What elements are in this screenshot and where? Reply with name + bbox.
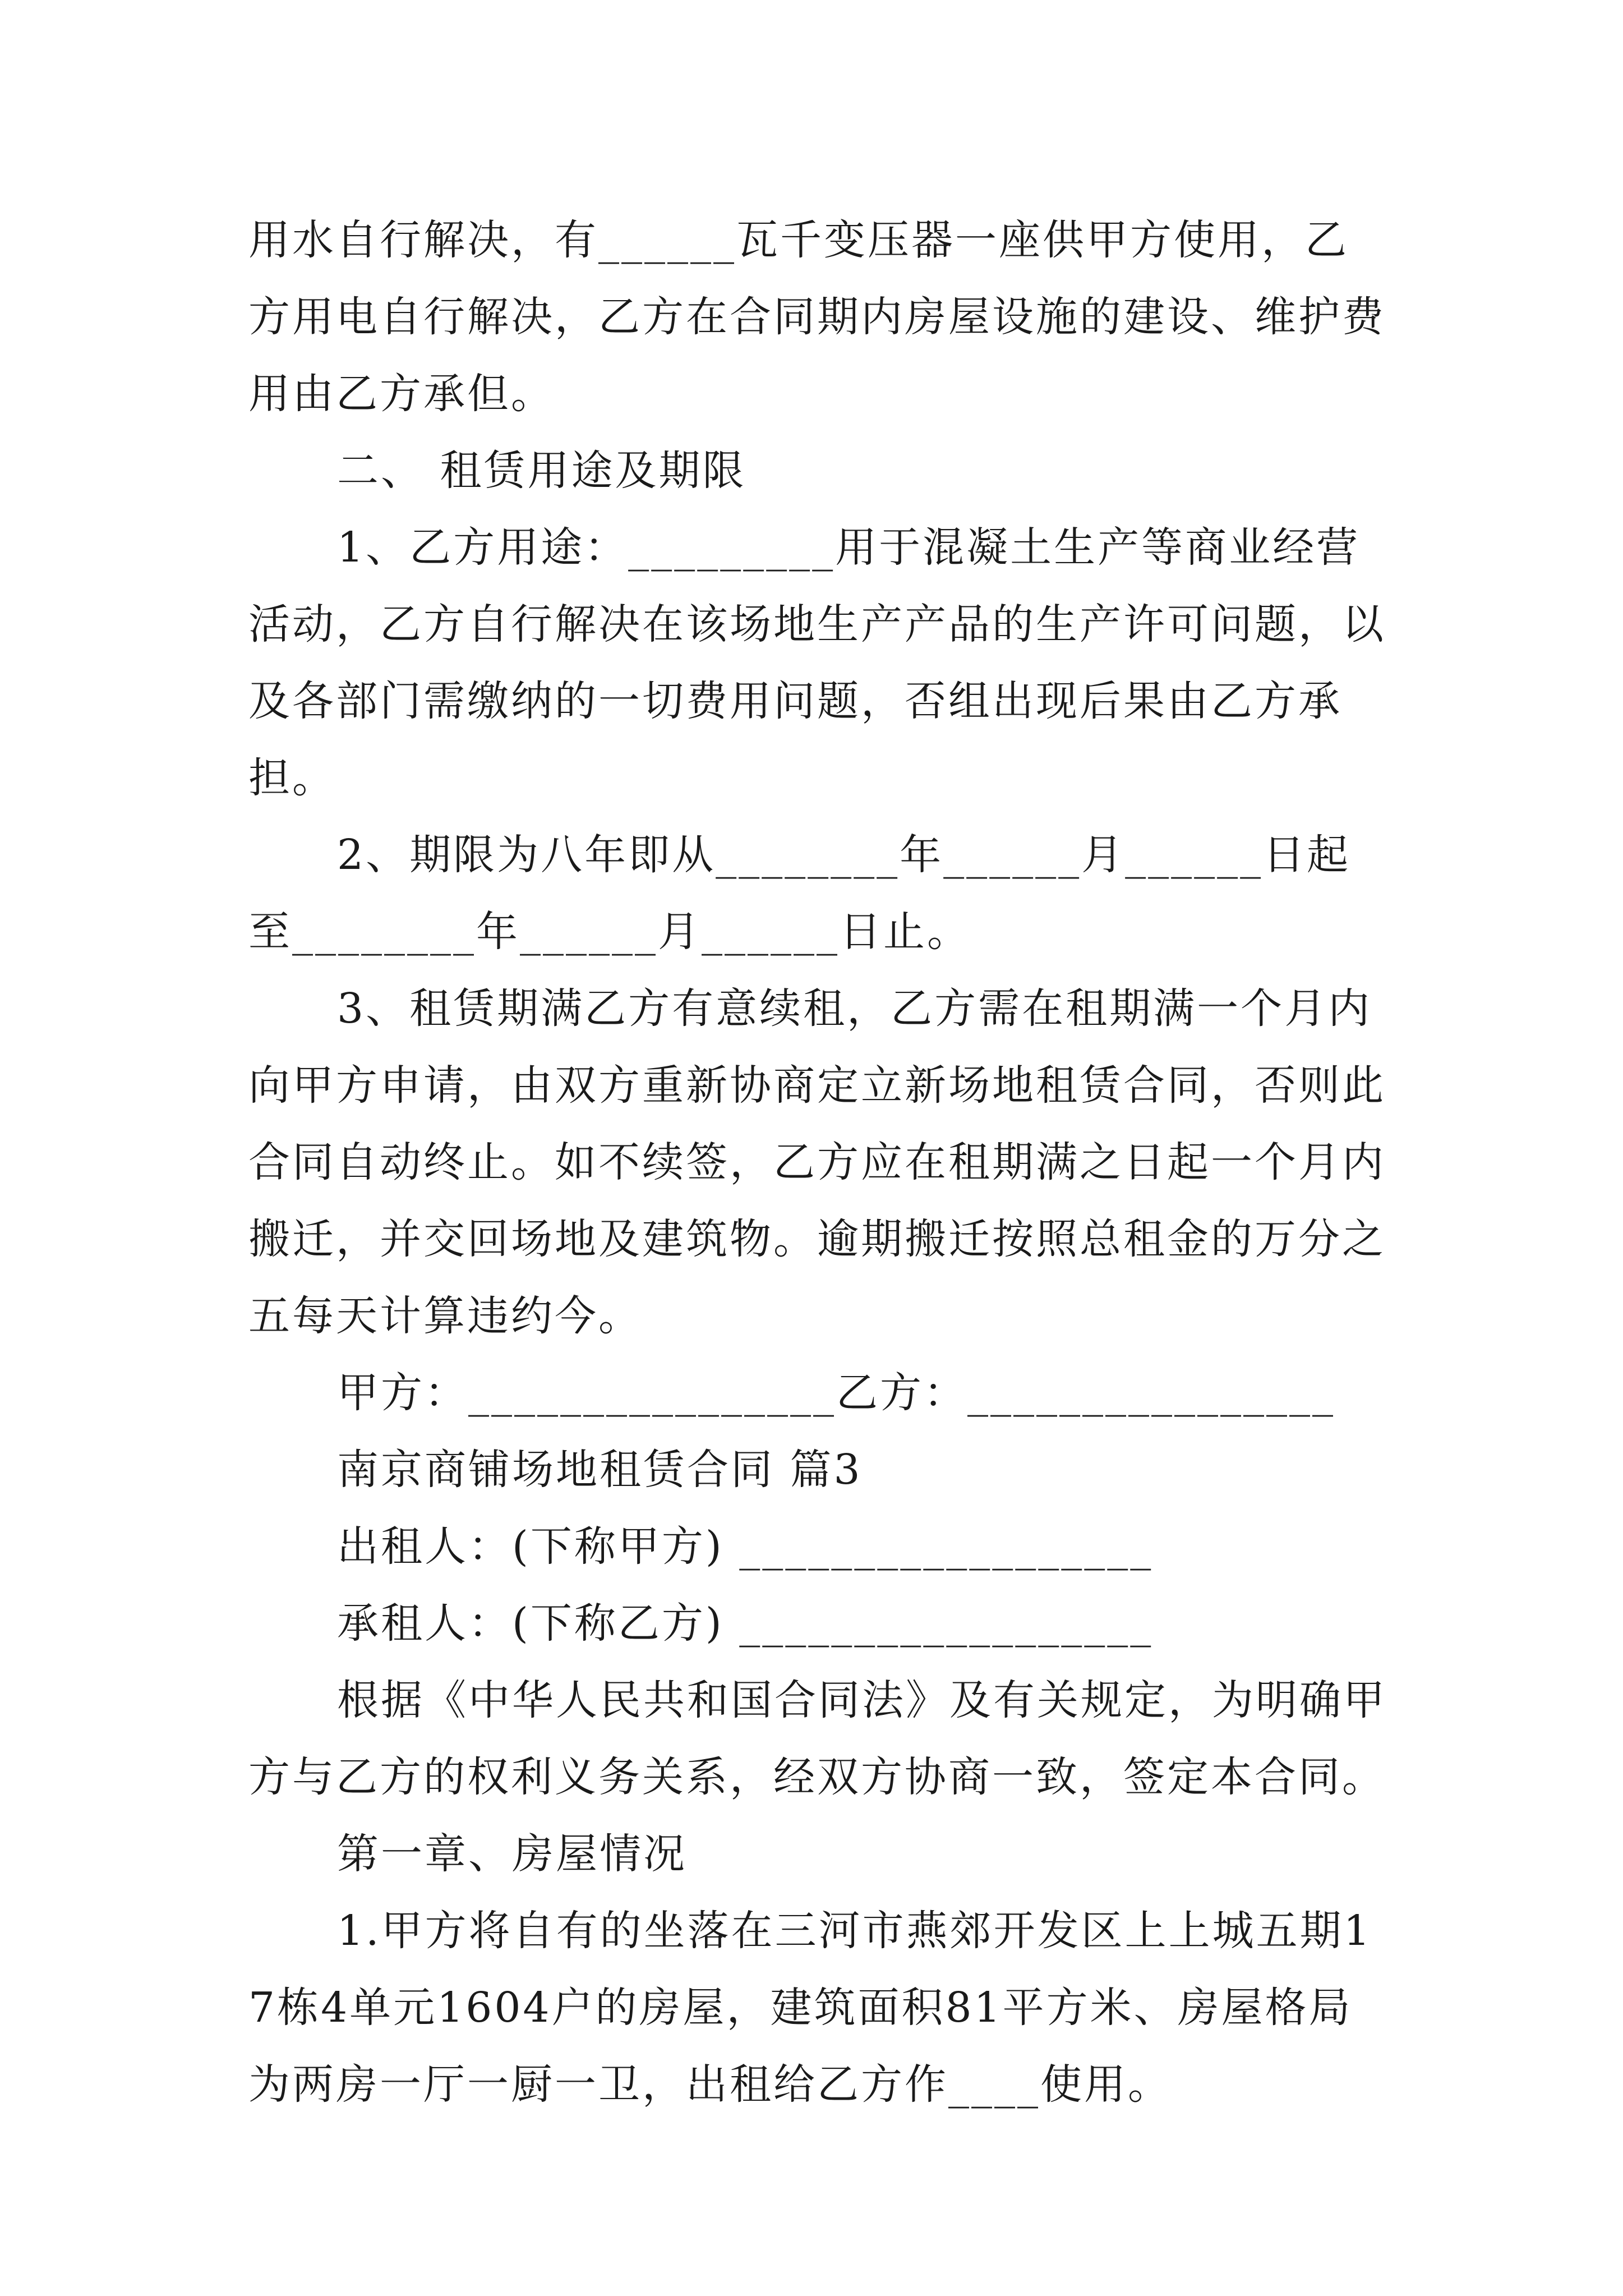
heading-lease-purpose-term: 二、 租赁用途及期限	[337, 447, 746, 495]
paragraph-renewal: 3、租赁期满乙方有意续租，乙方需在租期满一个月内向甲方申请，由双方重新协商定立新场地租赁合同，否则此合同自动终止。如不续签，乙方应在租期满之日起一个月内搬迁，并交回场地及建筑物。逾期搬迁按照总租金的万分之五每天计算违约今。	[248, 984, 1386, 1340]
paragraph-legal-basis: 根据《中华人民共和国合同法》及有关规定，为明确甲方与乙方的权利义务关系，经双方协商一致，签定本合同。	[248, 1676, 1387, 1801]
paragraph-purpose: 1、乙方用途：_________用于混凝土生产等商业经营活动，乙方自行解决在该场地生产产品的生产许可问题，以及各部门需缴纳的一切费用问题，否组出现后果由乙方承担。	[248, 523, 1386, 802]
section-title-part3: 南京商铺场地租赁合同 篇3	[337, 1446, 863, 1494]
signature-line: 甲方：________________乙方：________________	[337, 1369, 1335, 1417]
paragraph-utilities: 用水自行解决，有______瓦千变压器一座供甲方使用，乙方用电自行解决，乙方在合同期内房屋设施的建设、维护费用由乙方承但。	[248, 216, 1386, 418]
lessee-line: 承租人：(下称乙方) __________________	[337, 1599, 1154, 1648]
paragraph-house-details: 1.甲方将自有的坐落在三河市燕郊开发区上上城五期17栋4单元1604户的房屋，建筑面积81平方米、房屋格局为两房一厅一厨一卫，出租给乙方作____使用。	[248, 1907, 1372, 2109]
chapter-one-heading: 第一章、房屋情况	[337, 1830, 687, 1878]
paragraph-term: 2、期限为八年即从________年______月______日起至________年______月______日止。	[248, 831, 1351, 956]
document-body	[248, 202, 1387, 2123]
lessor-line: 出租人：(下称甲方) __________________	[337, 1522, 1154, 1571]
